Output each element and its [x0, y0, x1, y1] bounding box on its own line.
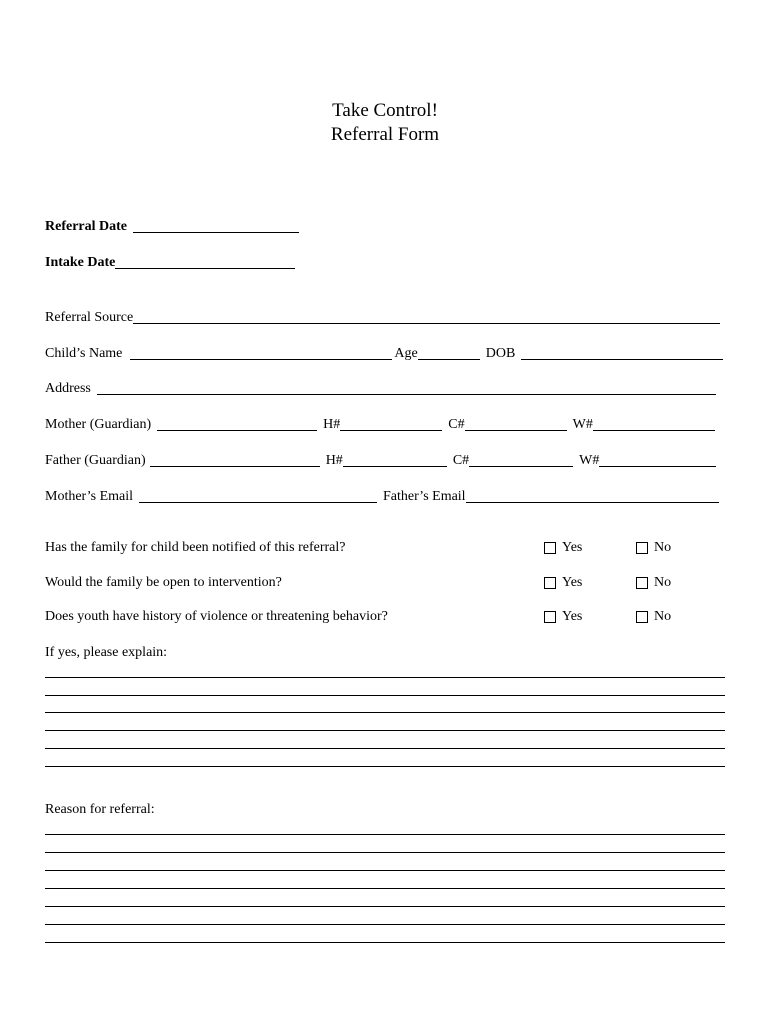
checkbox-icon[interactable]: [544, 577, 556, 589]
father-home-phone-field[interactable]: [343, 452, 447, 467]
childs-name-label: Child’s Name: [45, 346, 123, 361]
mothers-email-label: Mother’s Email: [45, 489, 134, 504]
fathers-email-field[interactable]: [466, 488, 719, 503]
dob-label: DOB: [485, 346, 516, 361]
question-notified-no[interactable]: [636, 538, 671, 558]
question-open-intervention-yes[interactable]: [544, 573, 582, 593]
age-label: Age: [394, 346, 418, 361]
reason-label: Reason for referral:: [45, 802, 155, 817]
intake-date-label: Intake Date: [45, 255, 116, 270]
childs-name-field[interactable]: [130, 345, 392, 360]
age-field[interactable]: [418, 345, 480, 360]
form-title-line1: Take Control!: [332, 100, 438, 121]
father-work-phone-label: W#: [579, 453, 600, 468]
father-work-phone-field[interactable]: [599, 452, 716, 467]
mothers-email-field[interactable]: [139, 488, 377, 503]
mother-work-phone-label: W#: [572, 417, 593, 432]
referral-date-label: Referral Date: [45, 219, 128, 234]
yes-label: Yes: [562, 575, 583, 590]
explain-label: If yes, please explain:: [45, 645, 168, 660]
no-label: No: [654, 575, 672, 590]
question-notified: Has the family for child been notified of this referral?: [45, 540, 346, 555]
father-cell-phone-field[interactable]: [469, 452, 573, 467]
explain-line[interactable]: [45, 730, 725, 731]
explain-line[interactable]: [45, 712, 725, 713]
dob-field[interactable]: [521, 345, 723, 360]
address-row: [45, 378, 718, 398]
checkbox-icon[interactable]: [636, 611, 648, 623]
no-label: No: [654, 609, 672, 624]
reason-line[interactable]: [45, 834, 725, 835]
child-info-row: [45, 343, 725, 363]
mother-work-phone-field[interactable]: [593, 416, 715, 431]
question-violence-history: Does youth have history of violence or threatening behavior?: [45, 609, 388, 624]
checkbox-icon[interactable]: [544, 542, 556, 554]
no-label: No: [654, 540, 672, 555]
checkbox-icon[interactable]: [636, 577, 648, 589]
intake-date-field[interactable]: [115, 254, 295, 269]
yes-label: Yes: [562, 540, 583, 555]
question-violence-history-no[interactable]: [636, 607, 671, 627]
email-row: [45, 486, 721, 506]
referral-source-field[interactable]: [133, 309, 720, 324]
father-guardian-field[interactable]: [150, 452, 320, 467]
mother-home-phone-label: H#: [323, 417, 341, 432]
yes-label: Yes: [562, 609, 583, 624]
explain-line[interactable]: [45, 677, 725, 678]
fathers-email-label: Father’s Email: [383, 489, 466, 504]
reason-line[interactable]: [45, 924, 725, 925]
referral-source-row: [45, 307, 722, 327]
referral-source-label: Referral Source: [45, 310, 134, 325]
intake-date-row: [45, 252, 725, 272]
father-row: [45, 450, 718, 470]
form-title-line2: Referral Form: [330, 124, 440, 145]
question-notified-yes[interactable]: [544, 538, 582, 558]
reason-line[interactable]: [45, 906, 725, 907]
mother-row: [45, 414, 717, 434]
explain-line[interactable]: [45, 748, 725, 749]
question-violence-history-yes[interactable]: [544, 607, 582, 627]
mother-home-phone-field[interactable]: [340, 416, 442, 431]
mother-cell-phone-field[interactable]: [465, 416, 567, 431]
referral-date-row: [45, 216, 725, 236]
mother-guardian-label: Mother (Guardian): [45, 417, 152, 432]
father-home-phone-label: H#: [325, 453, 343, 468]
mother-guardian-field[interactable]: [157, 416, 317, 431]
explain-line[interactable]: [45, 695, 725, 696]
referral-date-field[interactable]: [133, 218, 299, 233]
address-field[interactable]: [97, 380, 716, 395]
checkbox-icon[interactable]: [544, 611, 556, 623]
address-label: Address: [45, 381, 91, 396]
mother-cell-phone-label: C#: [448, 417, 465, 432]
reason-line[interactable]: [45, 888, 725, 889]
reason-line[interactable]: [45, 852, 725, 853]
father-cell-phone-label: C#: [452, 453, 470, 468]
explain-line[interactable]: [45, 766, 725, 767]
question-open-intervention-no[interactable]: [636, 573, 671, 593]
reason-line[interactable]: [45, 942, 725, 943]
checkbox-icon[interactable]: [636, 542, 648, 554]
reason-line[interactable]: [45, 870, 725, 871]
question-open-intervention: Would the family be open to intervention?: [45, 575, 282, 590]
father-guardian-label: Father (Guardian): [45, 453, 146, 468]
